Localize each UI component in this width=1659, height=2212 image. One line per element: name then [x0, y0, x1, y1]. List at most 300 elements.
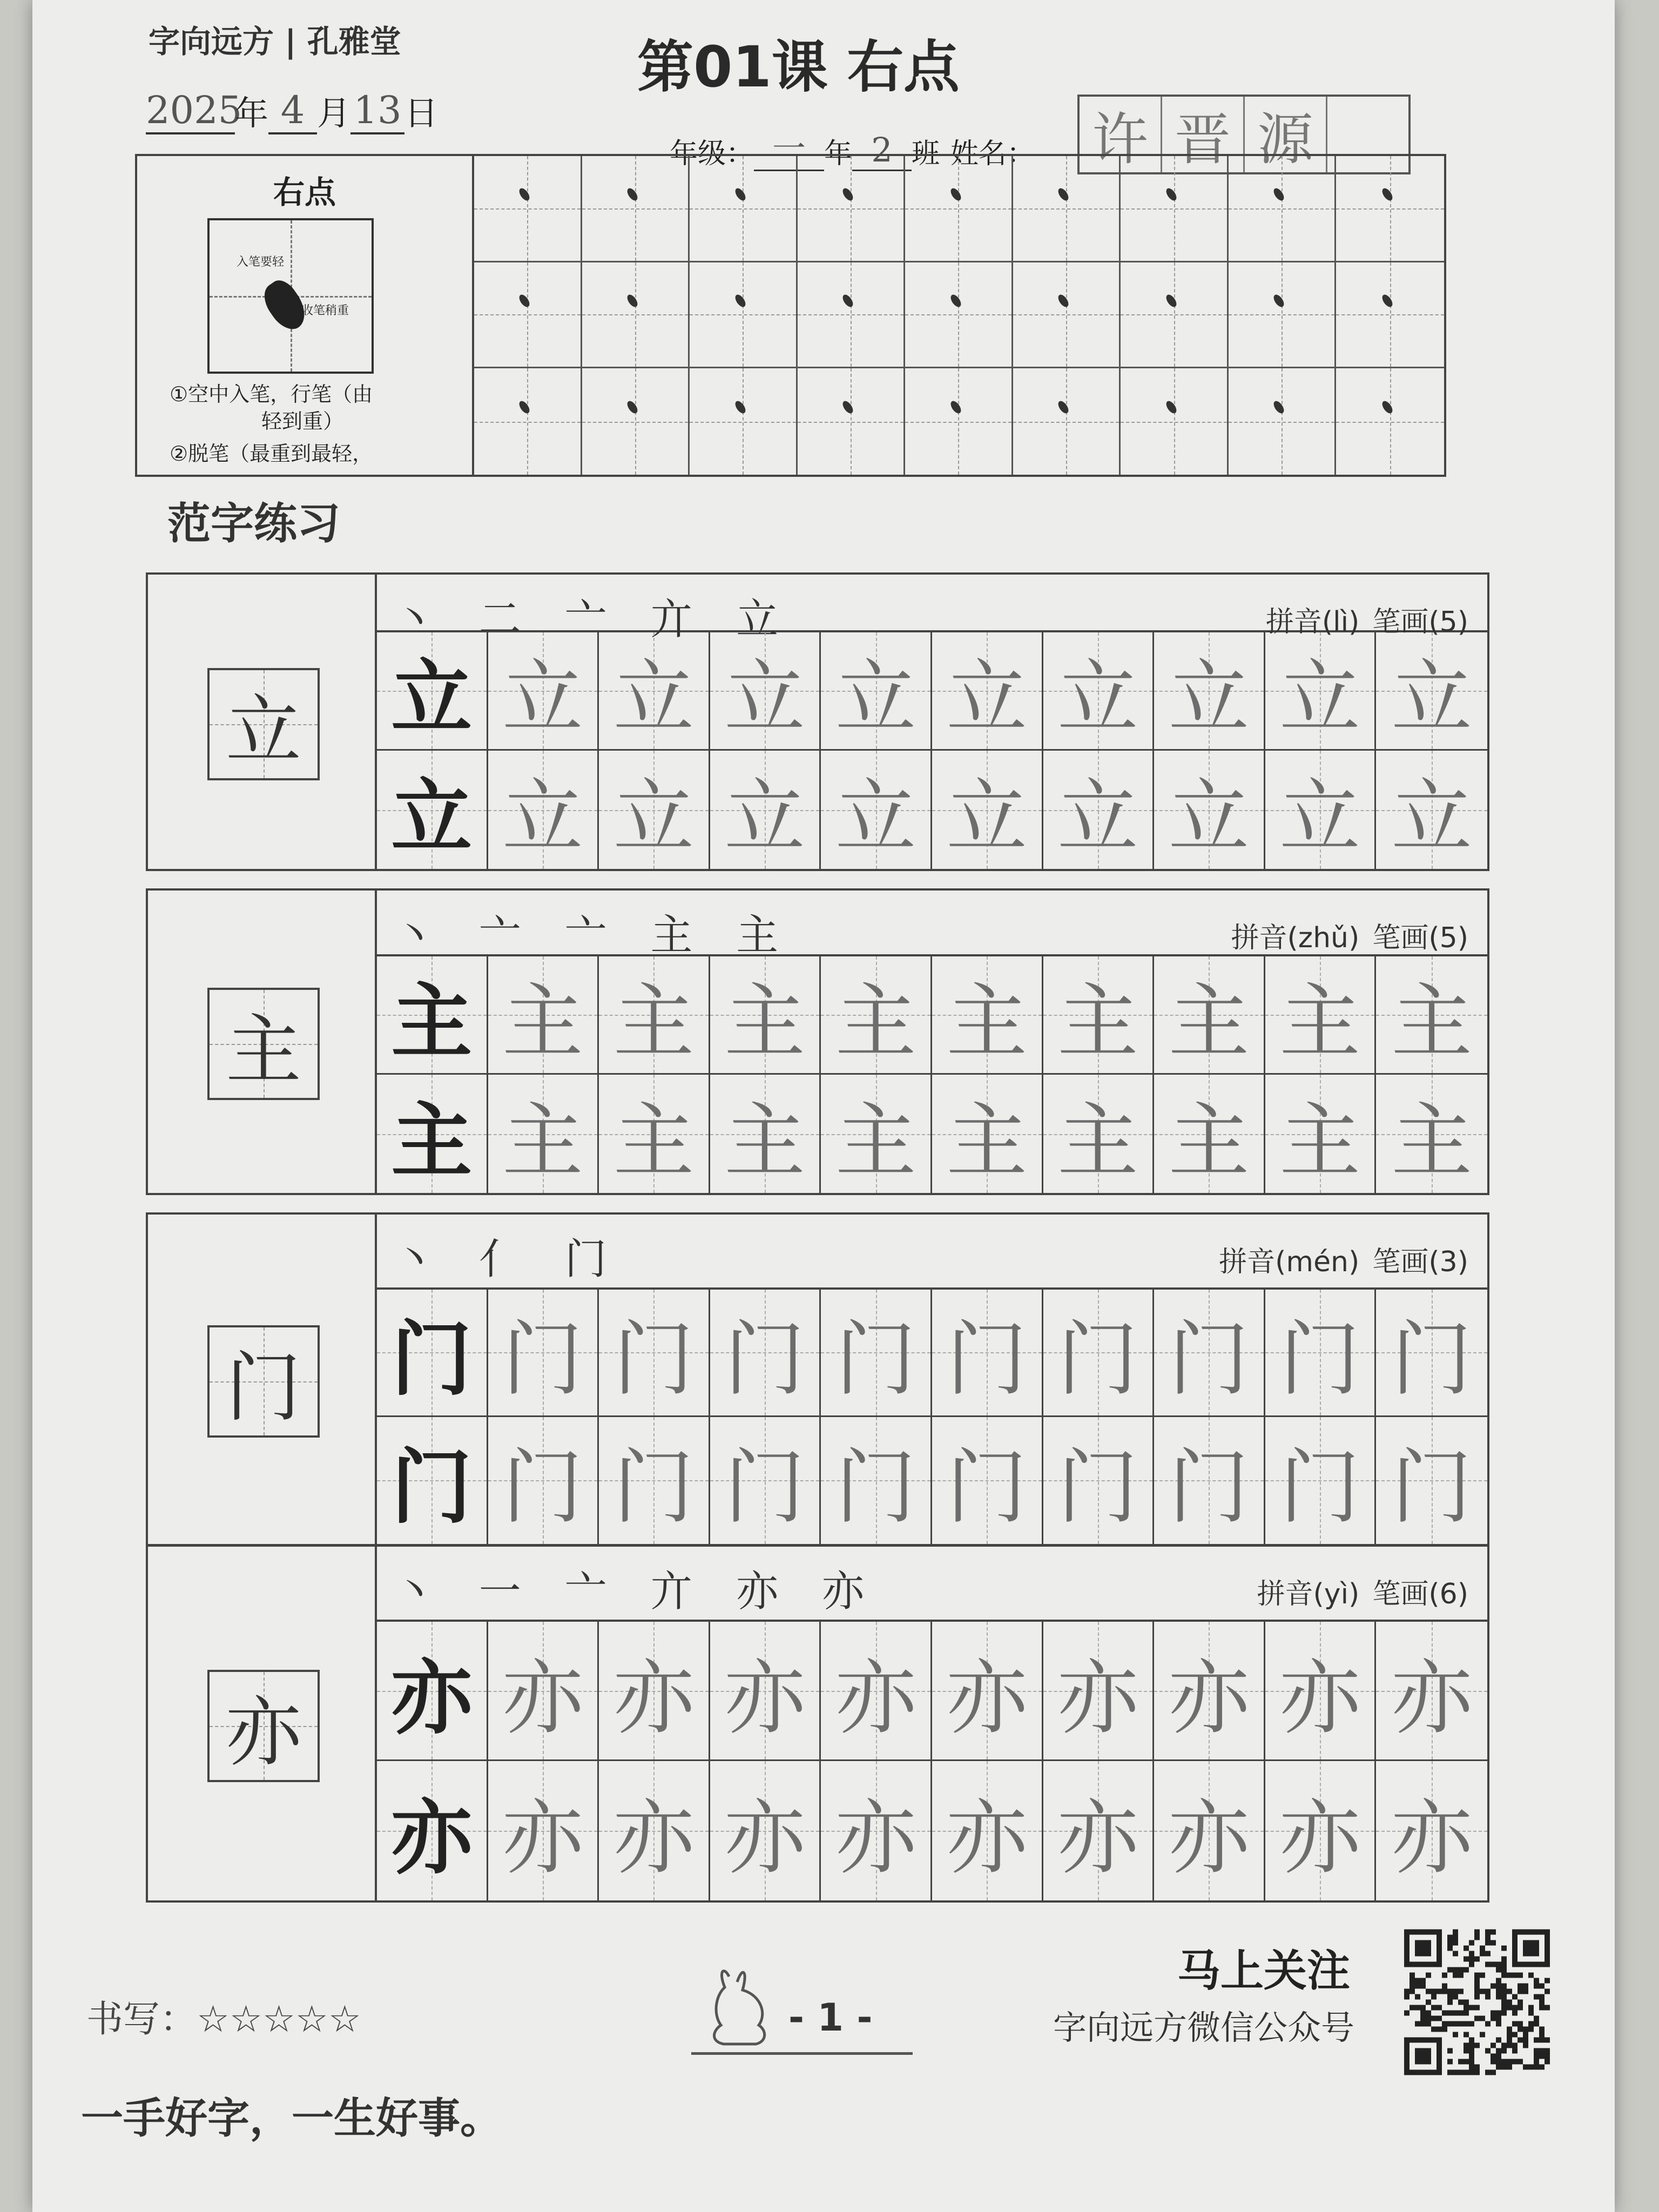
character-info-row [377, 1215, 1487, 1290]
practice-cell[interactable] [599, 1761, 710, 1900]
practice-cell[interactable] [1265, 1075, 1377, 1193]
practice-character: 主 [391, 974, 473, 1069]
practice-character: 主 [1279, 1094, 1361, 1189]
practice-cell[interactable] [1376, 632, 1487, 751]
practice-character: 主 [502, 1094, 583, 1189]
practice-panel [377, 1547, 1487, 1900]
model-panel [148, 1547, 377, 1900]
practice-cell[interactable] [821, 632, 932, 751]
stroke-order: 丶 一 亠 亣 亦 亦 [393, 1567, 879, 1616]
practice-cell[interactable] [932, 1075, 1043, 1193]
practice-character: 主 [946, 975, 1028, 1069]
practice-cell[interactable] [599, 1622, 710, 1761]
character-info-row [377, 575, 1487, 644]
practice-character: 立 [391, 769, 473, 865]
practice-character: 亦 [724, 1791, 806, 1885]
date-year-unit: 年 [235, 93, 269, 133]
stroke-practice-cell [1013, 368, 1121, 475]
practice-character: 门 [724, 1313, 806, 1407]
practice-cell[interactable] [710, 1761, 821, 1900]
practice-cell[interactable] [599, 1075, 710, 1193]
practice-grid [377, 632, 1487, 869]
character-info-row [377, 891, 1487, 960]
stroke-practice-cell [1336, 368, 1444, 475]
strokes-value: (5) [1428, 922, 1468, 954]
practice-character: 立 [724, 770, 806, 865]
practice-character: 亦 [391, 1790, 473, 1885]
practice-cell[interactable] [488, 1290, 599, 1417]
right-dot-guide-icon [1272, 293, 1286, 308]
right-dot-guide-icon [1164, 400, 1178, 415]
stroke-practice-cell [905, 156, 1013, 262]
practice-cell[interactable] [1043, 956, 1155, 1075]
practice-character: 立 [1057, 651, 1138, 745]
date-row [146, 86, 438, 134]
stroke-step-1: ①空中入笔，行笔（由 [170, 382, 373, 406]
practice-cell[interactable] [1265, 1761, 1377, 1900]
practice-cell[interactable] [710, 1075, 821, 1193]
character-meta [1257, 1571, 1469, 1611]
stroke-practice-cell [582, 156, 690, 262]
practice-character: 门 [835, 1313, 916, 1407]
practice-character: 立 [391, 650, 473, 745]
practice-character: 主 [1391, 1094, 1473, 1189]
stroke-practice-cell [798, 368, 906, 475]
practice-character: 主 [502, 975, 583, 1069]
practice-cell[interactable] [377, 1290, 488, 1417]
right-dot-guide-icon [1056, 400, 1070, 415]
right-dot-guide-icon [1056, 186, 1070, 202]
practice-cell[interactable] [377, 1761, 488, 1900]
model-character: 亦 [225, 1688, 301, 1777]
stroke-order: 丶 二 亠 亣 立 [393, 595, 794, 644]
grade-value: 一 [754, 122, 824, 171]
practice-cell[interactable] [710, 751, 821, 869]
stroke-practice-cell [1336, 262, 1444, 369]
practice-cell[interactable] [821, 751, 932, 869]
right-dot-guide-icon [1056, 293, 1070, 308]
practice-character: 门 [1057, 1441, 1138, 1535]
date-month-unit: 月 [317, 93, 351, 133]
practice-cell[interactable] [488, 1075, 599, 1193]
practice-cell[interactable] [1376, 1075, 1487, 1193]
practice-cell[interactable] [710, 1290, 821, 1417]
practice-cell[interactable] [1154, 1417, 1265, 1545]
model-character-box [207, 668, 320, 780]
practice-character: 亦 [1391, 1791, 1473, 1885]
practice-character: 立 [502, 651, 583, 745]
practice-character: 亦 [835, 1791, 916, 1885]
practice-character: 亦 [613, 1651, 694, 1745]
practice-cell[interactable] [1043, 1290, 1155, 1417]
character-block [146, 1212, 1489, 1546]
pinyin-value: (yì) [1313, 1578, 1360, 1610]
stroke-practice-box [135, 154, 1446, 477]
practice-character: 亦 [1168, 1791, 1250, 1885]
strokes-label: 笔画 [1372, 922, 1429, 954]
right-dot-guide-icon [625, 293, 639, 308]
practice-character: 门 [1391, 1441, 1473, 1535]
class-unit: 班 [912, 138, 940, 170]
demo-label-end: 收笔稍重 [301, 304, 349, 318]
practice-cell[interactable] [1265, 1622, 1377, 1761]
stroke-practice-cell [690, 262, 798, 369]
practice-character: 亦 [1057, 1791, 1138, 1885]
practice-character: 门 [946, 1313, 1028, 1407]
model-character: 主 [225, 1006, 301, 1095]
right-dot-guide-icon [1272, 400, 1286, 415]
stroke-order: 丶 亠 亠 主 主 [393, 911, 794, 960]
practice-cell[interactable] [1043, 1761, 1155, 1900]
practice-character: 亦 [1057, 1651, 1138, 1745]
stroke-practice-cell [905, 368, 1013, 475]
practice-cell[interactable] [1376, 1761, 1487, 1900]
name-cell: 源 [1245, 97, 1327, 172]
model-character: 立 [225, 686, 301, 775]
practice-character: 亦 [1279, 1791, 1361, 1885]
right-dot-guide-icon [948, 293, 962, 308]
page-number-underline [691, 2052, 913, 2055]
pinyin-label: 拼音 [1231, 922, 1287, 954]
practice-character: 立 [1279, 770, 1361, 865]
pinyin-label: 拼音 [1257, 1578, 1313, 1610]
practice-cell[interactable] [599, 1290, 710, 1417]
practice-cell[interactable] [1265, 632, 1377, 751]
model-character-box [207, 1325, 320, 1438]
practice-character: 亦 [946, 1791, 1028, 1885]
practice-character: 主 [1391, 975, 1473, 1069]
practice-character: 主 [835, 1094, 916, 1189]
practice-character: 亦 [1168, 1651, 1250, 1745]
practice-cell[interactable] [1043, 1075, 1155, 1193]
practice-cell[interactable] [821, 956, 932, 1075]
practice-character: 立 [1279, 651, 1361, 745]
practice-cell[interactable] [377, 956, 488, 1075]
practice-character: 门 [613, 1313, 694, 1407]
model-panel [148, 1215, 377, 1544]
pinyin-label: 拼音 [1219, 1246, 1276, 1278]
practice-cell[interactable] [488, 1417, 599, 1545]
right-dot-guide-icon [733, 293, 747, 308]
practice-character: 亦 [1391, 1651, 1473, 1745]
stroke-practice-cell [474, 368, 582, 475]
practice-cell[interactable] [821, 1622, 932, 1761]
practice-character: 门 [835, 1441, 916, 1535]
practice-character: 门 [502, 1441, 583, 1535]
stroke-practice-cell [474, 262, 582, 369]
practice-cell[interactable] [1154, 1761, 1265, 1900]
practice-character: 亦 [502, 1651, 583, 1745]
strokes-value: (5) [1428, 606, 1468, 638]
right-dot-guide-icon [841, 186, 855, 202]
practice-character: 立 [835, 651, 916, 745]
follow-prompt: 马上关注 [1177, 1946, 1350, 1996]
pinyin-value: (zhǔ) [1287, 922, 1360, 954]
right-dot-guide-icon [841, 400, 855, 415]
practice-cell[interactable] [710, 1622, 821, 1761]
strokes-value: (3) [1428, 1246, 1468, 1278]
right-dot-guide-icon [1164, 293, 1178, 308]
class-value: 2 [852, 130, 912, 171]
stroke-practice-cell [1013, 262, 1121, 369]
practice-character: 主 [835, 975, 916, 1069]
practice-character: 门 [613, 1441, 694, 1535]
name-label: 姓名： [950, 138, 1035, 170]
demo-label-start: 入笔要轻 [237, 255, 285, 269]
practice-cell[interactable] [1154, 751, 1265, 869]
stroke-step-1-cont: 轻到重） [261, 409, 344, 433]
practice-character: 亦 [1279, 1651, 1361, 1745]
practice-cell[interactable] [932, 956, 1043, 1075]
practice-character: 主 [613, 1094, 694, 1189]
stroke-practice-grid [474, 156, 1444, 475]
practice-cell[interactable] [377, 632, 488, 751]
rating-stars: ☆☆☆☆☆ [197, 1998, 361, 2041]
grade-label: 年级： [670, 138, 754, 170]
practice-character: 主 [724, 975, 806, 1069]
practice-cell[interactable] [710, 1417, 821, 1545]
practice-cell[interactable] [710, 632, 821, 751]
practice-character: 亦 [502, 1791, 583, 1885]
model-character: 门 [225, 1344, 301, 1432]
pinyin-label: 拼音 [1265, 606, 1322, 638]
right-dot-guide-icon [841, 293, 855, 308]
stroke-practice-cell [582, 262, 690, 369]
stroke-practice-cell [690, 156, 798, 262]
right-dot-guide-icon [1380, 293, 1394, 308]
right-dot-guide-icon [948, 186, 962, 202]
practice-cell[interactable] [1265, 956, 1377, 1075]
practice-character: 亦 [391, 1650, 473, 1745]
practice-cell[interactable] [599, 1417, 710, 1545]
slogan: 一手好字，一生好事。 [81, 2094, 503, 2143]
practice-character: 立 [946, 770, 1028, 865]
model-character-box [207, 988, 320, 1100]
practice-cell[interactable] [1376, 956, 1487, 1075]
practice-cell[interactable] [1376, 751, 1487, 869]
practice-character: 门 [391, 1312, 473, 1407]
qr-code-icon [1404, 1925, 1550, 2079]
section-title: 范字练习 [167, 498, 340, 549]
practice-character: 立 [613, 770, 694, 865]
practice-cell[interactable] [1043, 1622, 1155, 1761]
grade-unit: 年 [824, 138, 853, 170]
pinyin-value: (lì) [1321, 606, 1360, 638]
rating-label: 书写： [86, 1998, 197, 2041]
practice-cell[interactable] [377, 751, 488, 869]
right-dot-guide-icon [625, 400, 639, 415]
practice-cell[interactable] [821, 1075, 932, 1193]
practice-cell[interactable] [1154, 1290, 1265, 1417]
right-dot-guide-icon [1272, 186, 1286, 202]
stroke-practice-cell [1013, 156, 1121, 262]
practice-cell[interactable] [377, 1622, 488, 1761]
strokes-value: (6) [1428, 1578, 1468, 1610]
practice-character: 门 [1168, 1441, 1250, 1535]
character-meta [1219, 1239, 1468, 1279]
lesson-title: 第01课 右点 [637, 34, 960, 100]
date-month: 4 [268, 88, 317, 134]
practice-cell[interactable] [1265, 751, 1377, 869]
right-dot-guide-icon [1380, 400, 1394, 415]
model-character-box [207, 1670, 320, 1782]
practice-character: 立 [1057, 770, 1138, 865]
practice-cell[interactable] [932, 1622, 1043, 1761]
practice-character: 亦 [724, 1651, 806, 1745]
right-dot-guide-icon [1164, 186, 1178, 202]
stroke-practice-cell [798, 262, 906, 369]
practice-cell[interactable] [821, 1290, 932, 1417]
stroke-practice-cell [1121, 368, 1229, 475]
practice-cell[interactable] [821, 1761, 932, 1900]
practice-cell[interactable] [377, 1417, 488, 1545]
practice-cell[interactable] [1154, 1622, 1265, 1761]
stroke-practice-cell [690, 368, 798, 475]
practice-cell[interactable] [1043, 1417, 1155, 1545]
character-meta [1231, 915, 1469, 955]
name-cell: 晋 [1162, 97, 1245, 172]
practice-cell[interactable] [1265, 1417, 1377, 1545]
practice-character: 主 [1168, 975, 1250, 1069]
brand-logo: 字向远方 | 孔雅堂 [149, 23, 401, 60]
practice-character: 主 [724, 1094, 806, 1189]
date-day-unit: 日 [404, 93, 439, 133]
stroke-step-2: ②脱笔（最重到最轻， [170, 442, 373, 466]
practice-cell[interactable] [1154, 1075, 1265, 1193]
writing-rating [86, 1990, 361, 2042]
right-dot-guide-icon [517, 186, 531, 202]
practice-character: 门 [391, 1440, 473, 1535]
practice-cell[interactable] [1043, 632, 1155, 751]
practice-character: 立 [1391, 770, 1473, 865]
practice-character: 亦 [835, 1651, 916, 1745]
practice-character: 立 [724, 651, 806, 745]
practice-character: 门 [502, 1313, 583, 1407]
practice-cell[interactable] [932, 1290, 1043, 1417]
practice-character: 门 [724, 1441, 806, 1535]
practice-character: 主 [1279, 975, 1361, 1069]
practice-cell[interactable] [932, 751, 1043, 869]
practice-character: 主 [1168, 1094, 1250, 1189]
practice-cell[interactable] [599, 956, 710, 1075]
practice-cell[interactable] [1376, 1622, 1487, 1761]
practice-cell[interactable] [1376, 1290, 1487, 1417]
practice-cell[interactable] [599, 632, 710, 751]
right-dot-guide-icon [1380, 186, 1394, 202]
practice-cell[interactable] [710, 956, 821, 1075]
practice-character: 门 [946, 1441, 1028, 1535]
practice-character: 立 [1391, 651, 1473, 745]
character-block [146, 1545, 1489, 1903]
model-panel [148, 891, 377, 1193]
strokes-label: 笔画 [1372, 1246, 1429, 1278]
practice-cell[interactable] [1265, 1290, 1377, 1417]
practice-panel [377, 1215, 1487, 1544]
practice-grid [377, 1622, 1487, 1900]
model-panel [148, 575, 377, 869]
stroke-practice-cell [1229, 262, 1337, 369]
stroke-order: 丶 亻 门 [393, 1235, 622, 1284]
stroke-practice-cell [1121, 262, 1229, 369]
practice-character: 亦 [613, 1791, 694, 1885]
practice-character: 门 [1279, 1441, 1361, 1535]
practice-cell[interactable] [488, 1761, 599, 1900]
practice-cell[interactable] [377, 1075, 488, 1193]
practice-character: 亦 [946, 1651, 1028, 1745]
character-block [146, 888, 1489, 1195]
practice-cell[interactable] [488, 1622, 599, 1761]
practice-cell[interactable] [1154, 956, 1265, 1075]
date-year: 2025 [146, 88, 235, 134]
practice-character: 立 [502, 770, 583, 865]
right-dot-guide-icon [517, 293, 531, 308]
right-dot-guide-icon [733, 400, 747, 415]
pinyin-value: (mén) [1275, 1246, 1360, 1278]
stroke-practice-cell [1229, 368, 1337, 475]
practice-cell[interactable] [488, 956, 599, 1075]
practice-character: 门 [1168, 1313, 1250, 1407]
worksheet-page [32, 0, 1615, 2212]
practice-cell[interactable] [932, 632, 1043, 751]
practice-character: 立 [1168, 770, 1250, 865]
right-dot-guide-icon [517, 400, 531, 415]
character-block [146, 572, 1489, 871]
practice-cell[interactable] [488, 632, 599, 751]
practice-character: 立 [1168, 651, 1250, 745]
practice-cell[interactable] [1376, 1417, 1487, 1545]
stroke-intro-panel [137, 156, 474, 475]
practice-panel [377, 891, 1487, 1193]
practice-cell[interactable] [488, 751, 599, 869]
strokes-label: 笔画 [1372, 1578, 1429, 1610]
practice-character: 主 [613, 975, 694, 1069]
practice-character: 主 [946, 1094, 1028, 1189]
practice-character: 主 [1057, 975, 1138, 1069]
practice-panel [377, 575, 1487, 869]
practice-grid [377, 956, 1487, 1193]
right-dot-guide-icon [733, 186, 747, 202]
stroke-practice-cell [1121, 156, 1229, 262]
practice-character: 门 [1057, 1313, 1138, 1407]
stroke-practice-cell [474, 156, 582, 262]
stroke-practice-cell [1229, 156, 1337, 262]
name-cell: 许 [1080, 97, 1162, 172]
right-dot-guide-icon [948, 400, 962, 415]
practice-character: 主 [1057, 1094, 1138, 1189]
practice-character: 门 [1391, 1313, 1473, 1407]
practice-cell[interactable] [599, 751, 710, 869]
stroke-demo-grid [207, 218, 374, 374]
practice-character: 门 [1279, 1313, 1361, 1407]
stroke-title: 右点 [273, 174, 336, 211]
date-day: 13 [350, 88, 404, 134]
practice-character: 立 [613, 651, 694, 745]
stroke-practice-cell [582, 368, 690, 475]
page-number: - 1 - [788, 1995, 873, 2040]
wechat-account-label: 字向远方微信公众号 [1053, 2008, 1355, 2047]
stroke-practice-cell [905, 262, 1013, 369]
practice-cell[interactable] [1043, 751, 1155, 869]
practice-cell[interactable] [821, 1417, 932, 1545]
practice-grid [377, 1290, 1487, 1544]
practice-character: 立 [835, 770, 916, 865]
practice-cell[interactable] [1154, 632, 1265, 751]
character-info-row [377, 1547, 1487, 1622]
stroke-practice-cell [798, 156, 906, 262]
right-dot-guide-icon [625, 186, 639, 202]
practice-cell[interactable] [932, 1417, 1043, 1545]
practice-cell[interactable] [932, 1761, 1043, 1900]
